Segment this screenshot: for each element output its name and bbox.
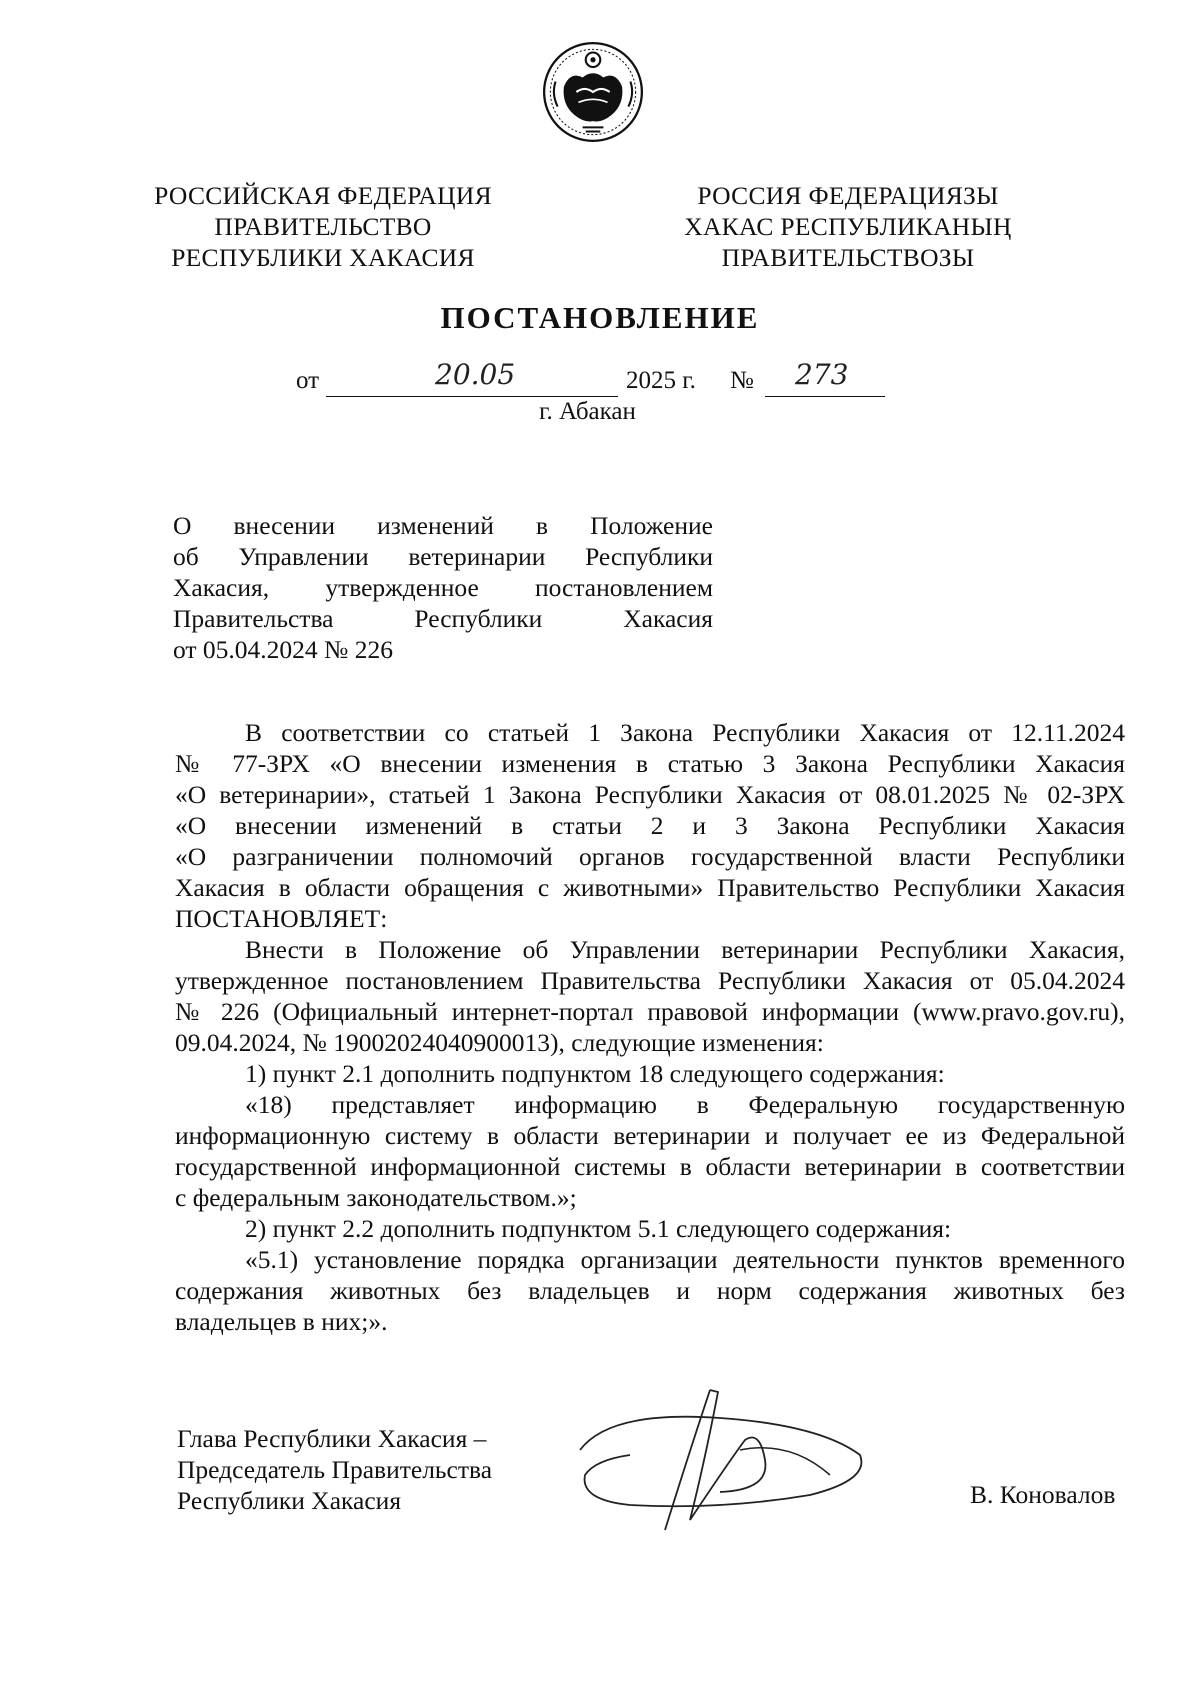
body-line: «5.1) установление порядка организации деятельности пунктов временного (245, 1245, 1125, 1274)
body-line: содержания животных без владельцев и норм содержания животных без (175, 1276, 1125, 1305)
signature-title-line: Председатель Правительства (177, 1455, 493, 1484)
body-line: государственной информационной системы в области ветеринарии в соответствии (175, 1152, 1125, 1181)
subject-line: О внесении изменений в Положение (173, 511, 713, 540)
subject-block (173, 510, 713, 665)
signature-block (177, 1423, 492, 1516)
header-right-line-2: ХАКАС РЕСПУБЛИКАНЫҢ (684, 212, 1012, 241)
body-line: ПОСТАНОВЛЯЕТ: (175, 904, 388, 933)
body-line: № 77-ЗРХ «О внесении изменения в статью 3 Закона Республики Хакасия (175, 749, 1125, 778)
signature-icon (570, 1380, 870, 1550)
header-right (678, 180, 1018, 273)
number-handwritten: 273 (795, 358, 849, 391)
header-left (148, 180, 498, 273)
city: г. Абакан (539, 398, 636, 425)
body-line: с федеральным законодательством.»; (175, 1183, 577, 1212)
header-left-line-3: РЕСПУБЛИКИ ХАКАСИЯ (171, 243, 475, 272)
body-line: утвержденное постановлением Правительства Республики Хакасия от 05.04.2024 (175, 966, 1125, 995)
body-line: «О ветеринарии», статьей 1 Закона Республики Хакасия от 08.01.2025 № 02-ЗРХ (175, 780, 1125, 809)
body-line: 09.04.2024, № 19002024040900013), следующие изменения: (175, 1028, 824, 1057)
header-left-line-1: РОССИЙСКАЯ ФЕДЕРАЦИЯ (154, 181, 492, 210)
subject-line: Правительства Республики Хакасия (173, 604, 713, 633)
body-line: Внести в Положение об Управлении ветеринарии Республики Хакасия, (245, 935, 1125, 964)
body-line: «О разграничении полномочий органов государственной власти Республики (175, 842, 1125, 871)
body-line: информационную систему в области ветеринарии и получает ее из Федеральной (175, 1121, 1125, 1150)
subject-line: об Управлении ветеринарии Республики (173, 542, 713, 571)
number-sign: № (730, 367, 754, 394)
body-line: владельцев в них;». (175, 1307, 388, 1336)
body-line: «18) представляет информацию в Федеральную государственную (245, 1090, 1125, 1119)
signature-title-line: Глава Республики Хакасия – (177, 1424, 487, 1453)
date-handwritten: 20.05 (435, 358, 516, 391)
year-label: 2025 г. (626, 367, 696, 394)
body-line: Хакасия в области обращения с животными» Правительство Республики Хакасия (175, 873, 1125, 902)
header-right-line-3: ПРАВИТЕЛЬСТВОЗЫ (721, 243, 975, 272)
subject-line: Хакасия, утвержденное постановлением (173, 573, 713, 602)
body-text (175, 717, 1125, 1337)
body-line: 2) пункт 2.2 дополнить подпунктом 5.1 следующего содержания: (245, 1214, 952, 1243)
signature-title-line: Республики Хакасия (177, 1486, 402, 1515)
header-left-line-2: ПРАВИТЕЛЬСТВО (214, 212, 432, 241)
header-right-line-1: РОССИЯ ФЕДЕРАЦИЯЗЫ (697, 181, 999, 210)
subject-line: от 05.04.2024 № 226 (173, 635, 394, 664)
body-line: В соответствии со статьей 1 Закона Республики Хакасия от 12.11.2024 (245, 718, 1125, 747)
emblem-icon (541, 40, 645, 144)
body-line: 1) пункт 2.1 дополнить подпунктом 18 следующего содержания: (245, 1059, 945, 1088)
date-prefix: от (296, 367, 320, 394)
document-title: ПОСТАНОВЛЕНИЕ (440, 300, 760, 335)
body-line: «О внесении изменений в статьи 2 и 3 Закона Республики Хакасия (175, 811, 1125, 840)
body-line: № 226 (Официальный интернет-портал правовой информации (www.pravo.gov.ru), (175, 997, 1125, 1026)
signer-name: В. Коновалов (970, 1480, 1116, 1509)
